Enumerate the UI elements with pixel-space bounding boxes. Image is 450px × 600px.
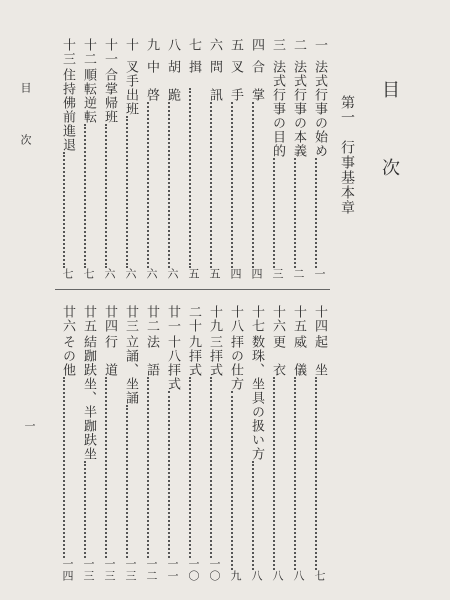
- entry-page-number: 五: [187, 268, 200, 280]
- entry-page-number: 六: [166, 268, 179, 280]
- entry-title: 揖: [186, 60, 201, 88]
- entry-title: 法式行事の始め: [312, 60, 327, 158]
- entry-number: 十八: [228, 305, 243, 333]
- title-char-2: 次: [379, 158, 400, 176]
- entry-page-number: 一二: [145, 558, 158, 582]
- leader-dots: [105, 124, 107, 268]
- leader-dots: [210, 377, 212, 558]
- toc-entry: [81, 305, 95, 590]
- entry-page-number: 一四: [61, 558, 74, 582]
- entry-number: 二十: [186, 305, 201, 333]
- entry-number: 三: [270, 38, 285, 52]
- entry-number: 廿二: [144, 305, 159, 333]
- toc-entry: [81, 38, 95, 288]
- leader-dots: [84, 124, 86, 268]
- entry-number: 廿一: [165, 305, 180, 333]
- entry-page-number: 四: [250, 268, 263, 280]
- entry-page-number: 七: [313, 570, 326, 582]
- toc-entry: [60, 38, 74, 288]
- toc-entry: [291, 305, 305, 590]
- toc-entry: [207, 305, 221, 590]
- entry-title: 拝の仕方: [228, 335, 243, 391]
- entry-page-number: 五: [208, 268, 221, 280]
- toc-entry: [270, 38, 284, 288]
- title-char-1: 目: [379, 80, 400, 98]
- entry-number: 十六: [270, 305, 285, 333]
- leader-dots: [294, 377, 296, 570]
- toc-entry: [60, 305, 74, 590]
- running-head-1: 目: [19, 82, 32, 94]
- entry-number: 廿六: [60, 305, 75, 333]
- entry-page-number: 六: [124, 268, 137, 280]
- entry-title: 三拝式: [207, 335, 222, 377]
- entry-page-number: 一〇: [208, 558, 221, 582]
- entry-number: 十五: [291, 305, 306, 333]
- entry-number: 四: [249, 38, 264, 52]
- entry-page-number: 二: [292, 268, 305, 280]
- leader-dots: [210, 102, 212, 268]
- entry-title: 叉手出班: [123, 60, 138, 116]
- leader-dots: [168, 102, 170, 268]
- chapter-heading: 第一 行事基本章: [339, 95, 355, 215]
- toc-entry: [123, 305, 137, 590]
- leader-dots: [105, 377, 107, 558]
- leader-dots: [231, 391, 233, 570]
- leader-dots: [189, 377, 191, 558]
- entry-page-number: 三: [271, 268, 284, 280]
- entry-title: 立誦、坐誦: [123, 335, 138, 405]
- entry-page-number: 七: [82, 268, 95, 280]
- toc-entry: [165, 38, 179, 288]
- leader-dots: [252, 102, 254, 268]
- toc-entry: [186, 38, 200, 288]
- entry-title: 住持佛前進退: [60, 68, 75, 152]
- entry-number: 五: [228, 38, 243, 52]
- leader-dots: [273, 377, 275, 570]
- entry-page-number: 七: [61, 268, 74, 280]
- leader-dots: [147, 377, 149, 558]
- entry-number: 十二: [81, 38, 96, 66]
- running-head-2: 次: [19, 134, 32, 146]
- entry-title: 法式行事の目的: [270, 60, 285, 158]
- entry-title: 更 衣: [270, 335, 285, 377]
- entry-title: 九拝式: [186, 335, 201, 377]
- entry-number: 七: [186, 38, 201, 52]
- leader-dots: [84, 461, 86, 558]
- entry-page-number: 六: [103, 268, 116, 280]
- leader-dots: [189, 88, 191, 268]
- toc-entry: [207, 38, 221, 288]
- toc-entry: [228, 305, 242, 590]
- footer-page-mark: 一: [23, 420, 36, 432]
- entry-number: 廿三: [123, 305, 138, 333]
- toc-entry: [249, 305, 263, 590]
- entry-number: 廿四: [102, 305, 117, 333]
- leader-dots: [147, 102, 149, 268]
- leader-dots: [315, 158, 317, 268]
- entry-title: 法式行事の本義: [291, 60, 306, 158]
- toc-entry: [165, 305, 179, 590]
- entry-title: その他: [60, 335, 75, 377]
- entry-title: 数珠、坐具の扱い方: [249, 335, 264, 461]
- entry-page-number: 八: [271, 570, 284, 582]
- entry-title: 結跏趺坐、半跏趺坐: [81, 335, 96, 461]
- entry-title: 中 啓: [144, 60, 159, 102]
- page-title: [379, 80, 400, 200]
- entry-number: 一: [312, 38, 327, 52]
- entry-title: 胡 跪: [165, 60, 180, 102]
- toc-entry: [186, 305, 200, 590]
- entry-number: 十九: [207, 305, 222, 333]
- entry-number: 六: [207, 38, 222, 52]
- leader-dots: [273, 158, 275, 268]
- entry-page-number: 六: [145, 268, 158, 280]
- entry-number: 八: [165, 38, 180, 52]
- entry-page-number: 九: [229, 570, 242, 582]
- leader-dots: [126, 405, 128, 558]
- entry-page-number: 四: [229, 268, 242, 280]
- entry-number: 十四: [312, 305, 327, 333]
- toc-entry: [144, 305, 158, 590]
- entry-number: 二: [291, 38, 306, 52]
- leader-dots: [126, 116, 128, 268]
- toc-entry: [123, 38, 137, 288]
- entry-page-number: 一三: [82, 558, 95, 582]
- entry-number: 十三: [60, 38, 75, 66]
- running-head: [18, 82, 32, 162]
- entry-title: 法 語: [144, 335, 159, 377]
- entry-number: 廿五: [81, 305, 96, 333]
- entry-page-number: 八: [250, 570, 263, 582]
- entry-title: 合 掌: [249, 60, 264, 102]
- entry-title: 威 儀: [291, 335, 306, 377]
- section-divider: [55, 289, 330, 290]
- entry-number: 十: [123, 38, 138, 52]
- entry-page-number: 一三: [103, 558, 116, 582]
- leader-dots: [63, 152, 65, 268]
- entry-page-number: 一三: [124, 558, 137, 582]
- leader-dots: [63, 377, 65, 558]
- toc-entry: [291, 38, 305, 288]
- toc-entry: [102, 305, 116, 590]
- entry-page-number: 八: [292, 570, 305, 582]
- toc-entry: [270, 305, 284, 590]
- toc-entry: [312, 305, 326, 590]
- entry-title: 十八拝式: [165, 335, 180, 391]
- entry-page-number: 一: [313, 268, 326, 280]
- entry-title: 順転逆転: [81, 68, 96, 124]
- entry-title: 行 道: [102, 335, 117, 377]
- toc-entry: [249, 38, 263, 288]
- leader-dots: [168, 391, 170, 558]
- entry-title: 合掌帰班: [102, 68, 117, 124]
- leader-dots: [294, 158, 296, 268]
- entry-title: 起 坐: [312, 335, 327, 377]
- leader-dots: [252, 461, 254, 570]
- toc-entry: [144, 38, 158, 288]
- toc-entry: [312, 38, 326, 288]
- entry-page-number: 一一: [166, 558, 179, 582]
- toc-entry: [228, 38, 242, 288]
- toc-entry: [102, 38, 116, 288]
- entry-title: 問 訊: [207, 60, 222, 102]
- entry-number: 十七: [249, 305, 264, 333]
- entry-title: 叉 手: [228, 60, 243, 102]
- leader-dots: [315, 377, 317, 570]
- entry-number: 九: [144, 38, 159, 52]
- leader-dots: [231, 102, 233, 268]
- entry-number: 十一: [102, 38, 117, 66]
- entry-page-number: 一〇: [187, 558, 200, 582]
